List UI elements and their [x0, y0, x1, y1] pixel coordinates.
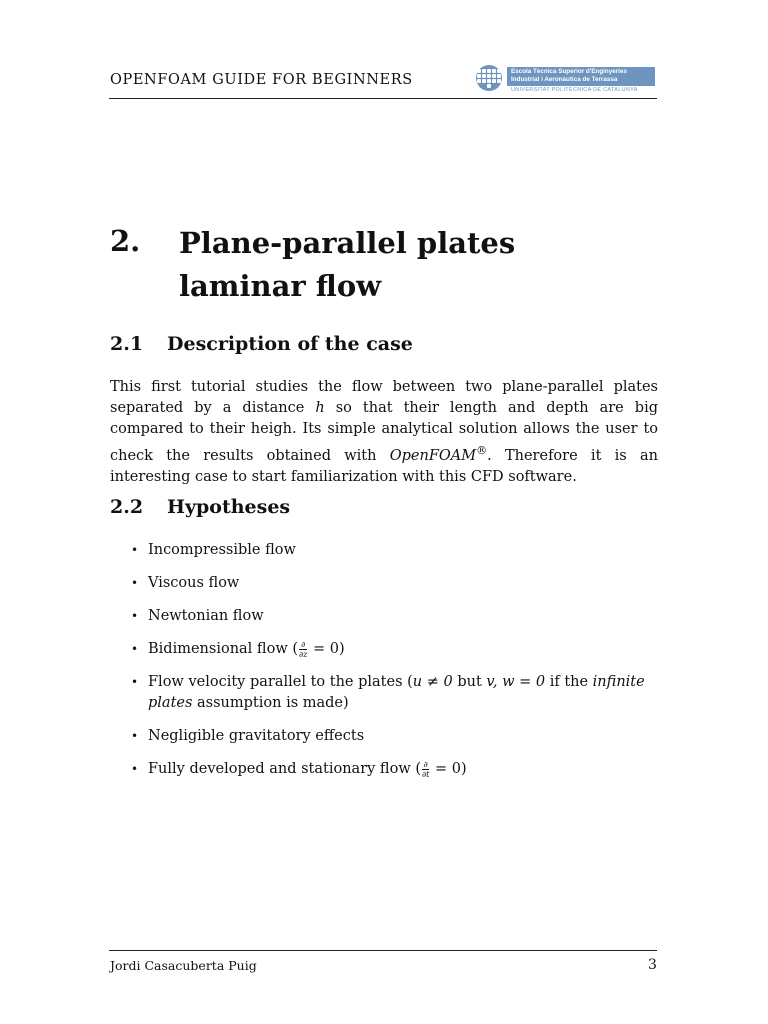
math-u-neq-zero: u ≠ 0: [412, 674, 453, 690]
section-title: Description of the case: [167, 333, 413, 355]
list-item-text: Negligible gravitatory effects: [148, 728, 365, 744]
section-number: 2.1: [110, 333, 144, 355]
list-item-text: assumption is made): [192, 695, 349, 711]
bullet-icon: •: [131, 729, 139, 743]
bullet-icon: •: [131, 576, 139, 590]
partial-derivative-t: $\frac{\partial}{\partial t}$: [422, 759, 430, 779]
logo-text-box: [507, 67, 655, 86]
paragraph-text: so that their length and depth are big compared to their heigh. Its simple analytical solution allows the user to check the results obtained with: [110, 400, 658, 464]
math-vw-zero: v, w = 0: [486, 674, 546, 690]
list-item: [131, 573, 661, 594]
list-item: [131, 672, 661, 714]
logo-line-1: Escola Tècnica Superior d'Enginyeries: [511, 68, 627, 75]
paragraph-text: . Therefore it is an interesting case to start familiarization with this CFD software.: [110, 447, 658, 485]
section-title: Hypotheses: [167, 496, 291, 518]
upc-badge-icon: [476, 65, 502, 91]
registered-mark: ®: [476, 444, 488, 457]
partial-derivative-z: $\frac{\partial}{\partial z}$: [299, 639, 308, 659]
emphasis-infinite-plates: infinite plates: [148, 674, 645, 711]
list-item: [131, 606, 661, 627]
software-name: OpenFOAM: [389, 447, 477, 464]
list-item: [131, 540, 661, 561]
list-item-text: Viscous flow: [148, 575, 240, 591]
bullet-icon: •: [131, 675, 139, 689]
list-item-text: Fully developed and stationary flow (: [148, 761, 422, 777]
bullet-icon: •: [131, 609, 139, 623]
chapter-number: 2.: [110, 224, 141, 258]
running-header-title: OPENFOAM GUIDE FOR BEGINNERS: [110, 72, 413, 88]
header-rule: [109, 98, 657, 99]
school-logo: [476, 65, 656, 97]
page-number: 3: [648, 957, 657, 973]
list-item-text: but: [452, 674, 487, 690]
footer-author: Jordi Casacuberta Puig: [110, 958, 257, 973]
logo-line-2: Industrial i Aeronàutica de Terrassa: [511, 76, 618, 83]
bullet-icon: •: [131, 642, 139, 656]
footer-rule: [109, 950, 657, 951]
list-item: [131, 759, 661, 780]
list-item-text: Incompressible flow: [148, 542, 296, 558]
list-item-text: = 0): [308, 641, 345, 657]
paragraph-text: This first tutorial studies the flow between two plane-parallel plates separated by a distance: [110, 379, 658, 416]
bullet-icon: •: [131, 762, 139, 776]
hypotheses-list: [131, 540, 661, 780]
list-item-text: Newtonian flow: [148, 608, 264, 624]
list-item: [131, 726, 661, 747]
case-description-paragraph: [110, 377, 658, 488]
logo-subtitle: UNIVERSITAT POLITÈCNICA DE CATALUNYA: [511, 87, 638, 93]
list-item-text: if the: [545, 674, 593, 690]
list-item: [131, 639, 661, 660]
variable-h: h: [315, 400, 325, 416]
section-number: 2.2: [110, 496, 144, 518]
chapter-title: Plane-parallel plates laminar flow: [179, 226, 516, 303]
list-item-text: Flow velocity parallel to the plates (: [148, 674, 413, 690]
bullet-icon: •: [131, 543, 139, 557]
list-item-text: = 0): [430, 761, 467, 777]
list-item-text: Bidimensional flow (: [148, 641, 298, 657]
